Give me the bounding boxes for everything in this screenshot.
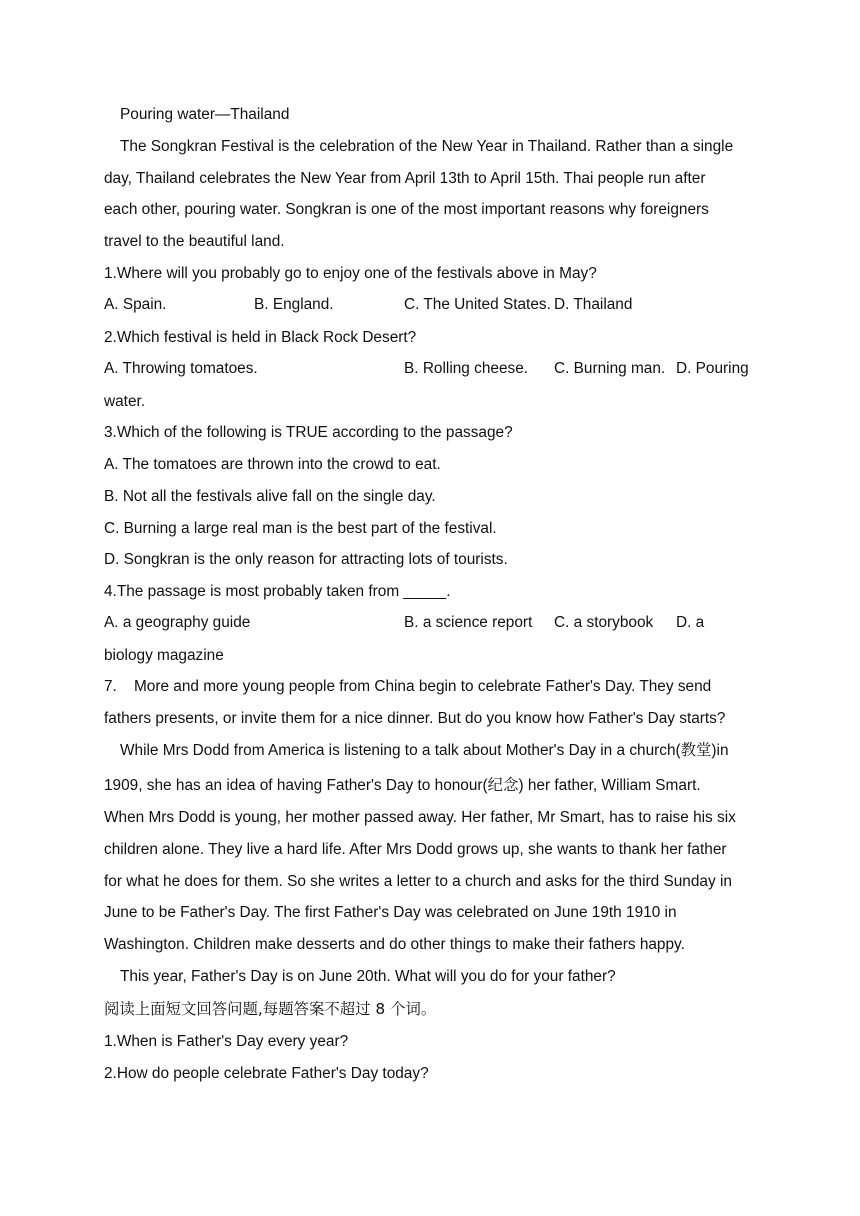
question-1-stem: 1.Where will you probably go to enjoy one of the festivals above in May?: [104, 265, 597, 282]
passage-line: each other, pouring water. Songkran is one of the most important reasons why foreigners: [104, 201, 709, 218]
question-3-option-a: A. The tomatoes are thrown into the crowd to eat.: [104, 456, 441, 473]
section-7-instruction: 阅读上面短文回答问题,每题答案不超过 8 个词。: [104, 1000, 437, 1018]
question-4-stem: 4.The passage is most probably taken from _____.: [104, 583, 451, 600]
question-3-option-d: D. Songkran is the only reason for attracting lots of tourists.: [104, 551, 508, 568]
question-1-option-c: C. The United States.: [404, 296, 551, 313]
section-7-paragraph-line: Washington. Children make desserts and do other things to make their fathers happy.: [104, 936, 685, 953]
question-3-option-c: C. Burning a large real man is the best part of the festival.: [104, 520, 497, 537]
question-4-option-d: D. a: [676, 614, 705, 631]
section-7-closing-line: This year, Father's Day is on June 20th. What will you do for your father?: [120, 968, 616, 985]
section-7-paragraph-line: June to be Father's Day. The first Father's Day was celebrated on June 19th 1910 in: [104, 904, 677, 921]
section-7-intro-line: 7. More and more young people from China begin to celebrate Father's Day. They send: [104, 678, 712, 695]
question-1-option-b: B. England.: [254, 296, 334, 313]
passage-line: The Songkran Festival is the celebration of the New Year in Thailand. Rather than a single: [120, 138, 734, 155]
question-2-option-b: B. Rolling cheese.: [404, 360, 529, 377]
section-7-paragraph-line: While Mrs Dodd from America is listening to a talk about Mother's Day in a church(教堂)in: [120, 742, 729, 759]
question-2-option-d-continued: water.: [104, 393, 146, 410]
question-2-option-d: D. Pouring: [676, 360, 749, 377]
section-7-paragraph-line: 1909, she has an idea of having Father's Day to honour(纪念) her father, William Smart.: [104, 777, 701, 794]
section-7-paragraph-line: When Mrs Dodd is young, her mother passed away. Her father, Mr Smart, has to raise his six: [104, 809, 736, 826]
question-4-option-d-continued: biology magazine: [104, 647, 224, 664]
section-7-question: 2.How do people celebrate Father's Day today?: [104, 1065, 429, 1082]
section-7-paragraph-line: children alone. They live a hard life. After Mrs Dodd grows up, she wants to thank her father: [104, 841, 727, 858]
section-title: Pouring water—Thailand: [120, 106, 290, 123]
question-3-stem: 3.Which of the following is TRUE according to the passage?: [104, 424, 513, 441]
section-7-question: 1.When is Father's Day every year?: [104, 1033, 349, 1050]
question-2-stem: 2.Which festival is held in Black Rock Desert?: [104, 329, 417, 346]
question-4-option-c: C. a storybook: [554, 614, 654, 631]
question-1-option-a: A. Spain.: [104, 296, 167, 313]
section-7-intro-line: fathers presents, or invite them for a nice dinner. But do you know how Father's Day starts?: [104, 710, 726, 727]
question-3-option-b: B. Not all the festivals alive fall on the single day.: [104, 488, 436, 505]
section-7-paragraph-line: for what he does for them. So she writes a letter to a church and asks for the third Sunday in: [104, 873, 732, 890]
question-4-option-b: B. a science report: [404, 614, 533, 631]
passage-line: travel to the beautiful land.: [104, 233, 285, 250]
question-2-option-a: A. Throwing tomatoes.: [104, 360, 258, 377]
question-4-option-a: A. a geography guide: [104, 614, 251, 631]
passage-line: day, Thailand celebrates the New Year from April 13th to April 15th. Thai people run after: [104, 170, 706, 187]
question-2-option-c: C. Burning man.: [554, 360, 666, 377]
question-1-option-d: D. Thailand: [554, 296, 633, 313]
